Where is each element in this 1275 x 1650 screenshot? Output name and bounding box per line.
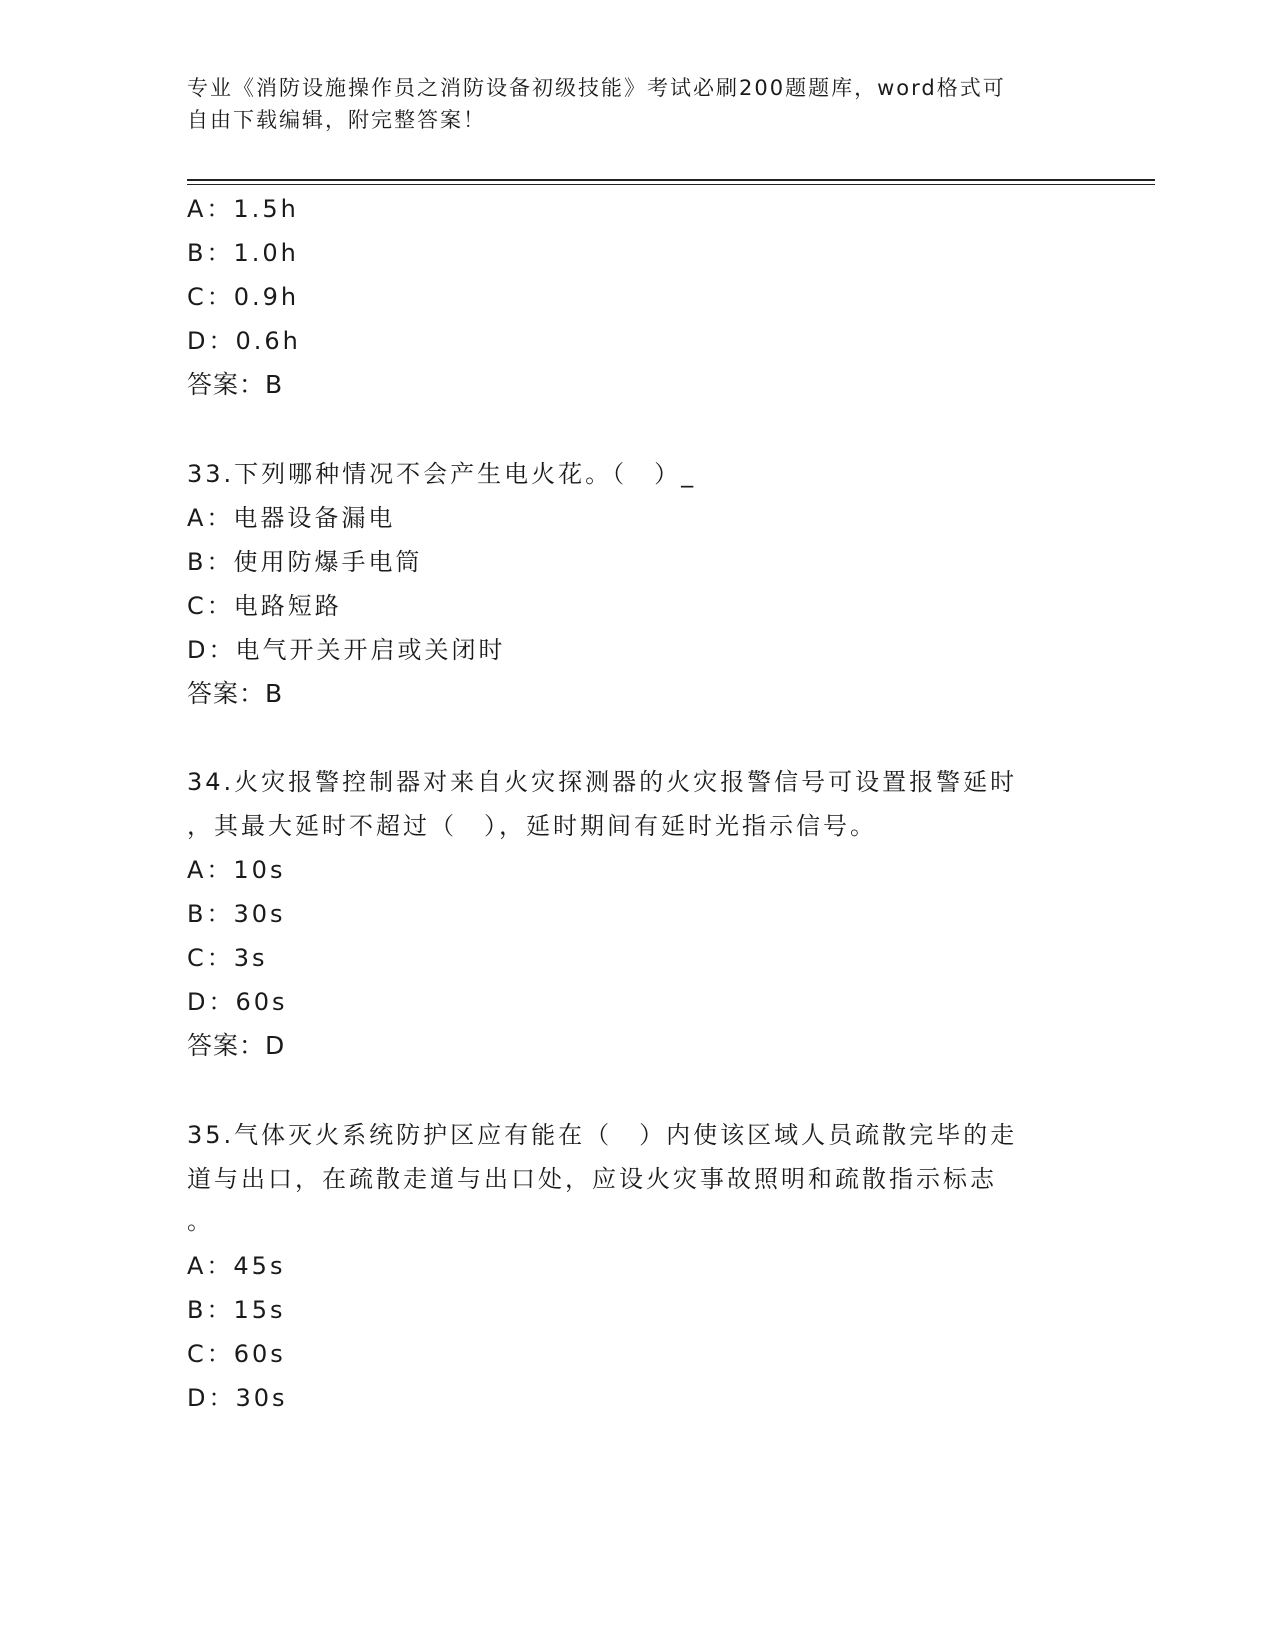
header-line-2: 自由下载编辑，附完整答案！: [187, 108, 486, 132]
q32-answer: 答案：B: [187, 370, 284, 399]
q35-option-c: C：60s: [187, 1340, 286, 1368]
q32-option-a: A：1.5h: [187, 195, 299, 223]
q32-option-c: C：0.9h: [187, 283, 300, 311]
q33-stem: 33.下列哪种情况不会产生电火花。（ ）_: [187, 460, 697, 488]
q33-option-c: C：电路短路: [187, 592, 342, 620]
q34-option-d: D：60s: [187, 988, 288, 1016]
q35-stem-line-1: 35.气体灭火系统防护区应有能在（ ）内使该区域人员疏散完毕的走: [187, 1121, 1018, 1149]
header-line-1: 专业《消防设施操作员之消防设备初级技能》考试必刷200题题库，word格式可: [187, 76, 1006, 100]
q35-option-b: B：15s: [187, 1296, 286, 1324]
q34-answer: 答案：D: [187, 1031, 286, 1060]
q34-option-a: A：10s: [187, 856, 286, 884]
header-divider-thin: [187, 184, 1155, 185]
q33-option-b: B：使用防爆手电筒: [187, 548, 423, 576]
q35-stem-line-3: 。: [187, 1207, 214, 1235]
q34-stem-line-2: ，其最大延时不超过（ ），延时期间有延时光指示信号。: [187, 812, 877, 840]
q32-option-d: D：0.6h: [187, 327, 301, 355]
q33-option-d: D：电气开关开启或关闭时: [187, 636, 506, 664]
header-divider-thick: [187, 179, 1155, 181]
document-header: [187, 72, 1087, 136]
q33-option-a: A：电器设备漏电: [187, 504, 396, 532]
q35-stem-line-2: 道与出口，在疏散走道与出口处，应设火灾事故照明和疏散指示标志: [187, 1165, 997, 1193]
q34-stem-line-1: 34.火灾报警控制器对来自火灾探测器的火灾报警信号可设置报警延时: [187, 768, 1018, 796]
q32-option-b: B：1.0h: [187, 239, 299, 267]
q35-option-d: D：30s: [187, 1384, 288, 1412]
q35-option-a: A：45s: [187, 1252, 286, 1280]
q33-answer: 答案：B: [187, 679, 284, 708]
q34-option-b: B：30s: [187, 900, 286, 928]
q34-option-c: C：3s: [187, 944, 268, 972]
